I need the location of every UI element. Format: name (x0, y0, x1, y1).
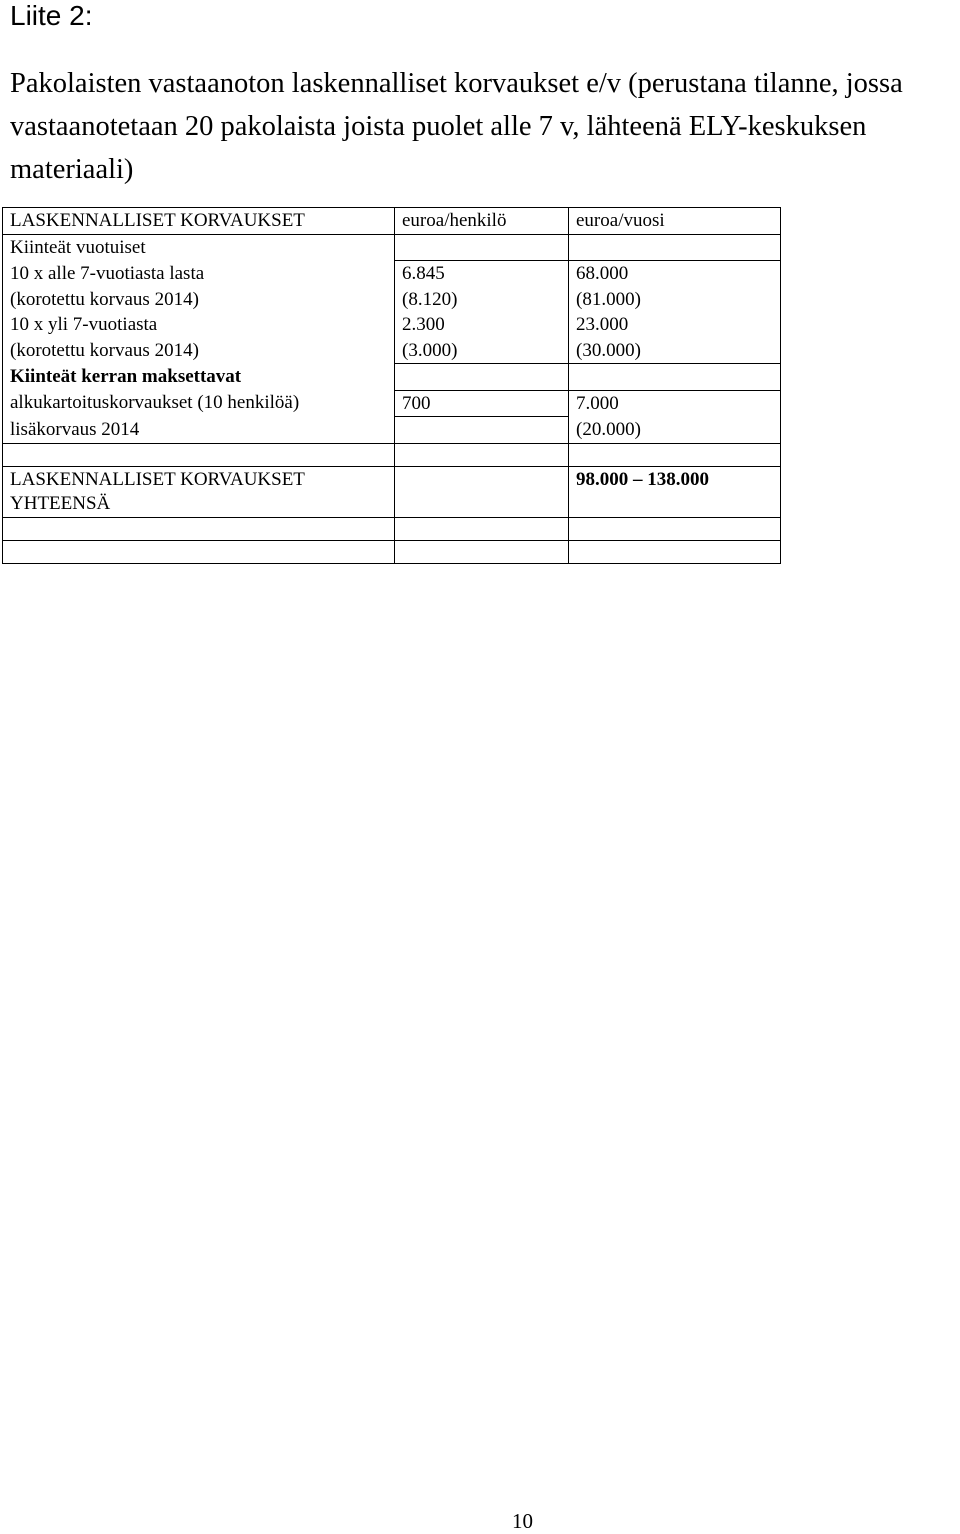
total-label (3, 466, 395, 517)
table-row (3, 261, 781, 287)
empty-cell (3, 517, 395, 540)
row-per-person (395, 364, 569, 391)
table-row (3, 234, 781, 261)
table-row (3, 364, 781, 391)
empty-cell (395, 443, 569, 466)
total-label-line1: LASKENNALLISET KORVAUKSET (10, 468, 305, 490)
empty-cell (569, 517, 781, 540)
page-number: 10 (512, 1509, 533, 1533)
total-row (3, 466, 781, 517)
empty-row (3, 540, 781, 563)
empty-cell (3, 540, 395, 563)
total-per-person (395, 466, 569, 517)
row-label: lisäkorvaus 2014 (3, 417, 395, 444)
row-per-person: 6.845 (395, 261, 569, 287)
row-per-person (395, 417, 569, 444)
row-per-year: (20.000) (569, 417, 781, 444)
appendix-label: Liite 2: (10, 0, 93, 31)
row-label: 10 x yli 7-vuotiasta (3, 312, 395, 338)
row-label: (korotettu korvaus 2014) (3, 338, 395, 364)
row-per-year (569, 364, 781, 391)
row-per-year: (30.000) (569, 338, 781, 364)
empty-row (3, 443, 781, 466)
row-per-year: (81.000) (569, 287, 781, 313)
row-per-year: 68.000 (569, 261, 781, 287)
table-header-row (3, 208, 781, 235)
table-row (3, 287, 781, 313)
empty-cell (569, 443, 781, 466)
header-cell-per-year: euroa/vuosi (569, 208, 781, 235)
table-row (3, 390, 781, 417)
row-label: Kiinteät kerran maksettavat (3, 364, 395, 391)
row-label: (korotettu korvaus 2014) (3, 287, 395, 313)
row-per-person (395, 234, 569, 261)
row-per-person: (3.000) (395, 338, 569, 364)
row-per-year: 23.000 (569, 312, 781, 338)
row-per-person: (8.120) (395, 287, 569, 313)
compensation-table (2, 207, 781, 564)
table-row (3, 417, 781, 444)
header-cell-per-person: euroa/henkilö (395, 208, 569, 235)
total-per-year: 98.000 – 138.000 (569, 466, 781, 517)
empty-cell (3, 443, 395, 466)
empty-cell (569, 540, 781, 563)
total-label-line2: YHTEENSÄ (10, 493, 111, 514)
row-label: alkukartoituskorvaukset (10 henkilöä) (3, 390, 395, 417)
row-per-year: 7.000 (569, 390, 781, 417)
row-per-person: 2.300 (395, 312, 569, 338)
empty-row (3, 517, 781, 540)
row-per-year (569, 234, 781, 261)
empty-cell (395, 540, 569, 563)
document-heading: Pakolaisten vastaanoton laskennalliset korvaukset e/v (perustana tilanne, jossa vastaanotetaan 20 pakolaista joista puolet alle 7 v, lähteenä ELY-keskuksen materiaali) (10, 68, 903, 185)
row-label: Kiinteät vuotuiset (3, 234, 395, 261)
header-cell-label: LASKENNALLISET KORVAUKSET (3, 208, 395, 235)
row-per-person: 700 (395, 390, 569, 417)
table-row (3, 338, 781, 364)
table-row (3, 312, 781, 338)
empty-cell (395, 517, 569, 540)
row-label: 10 x alle 7-vuotiasta lasta (3, 261, 395, 287)
